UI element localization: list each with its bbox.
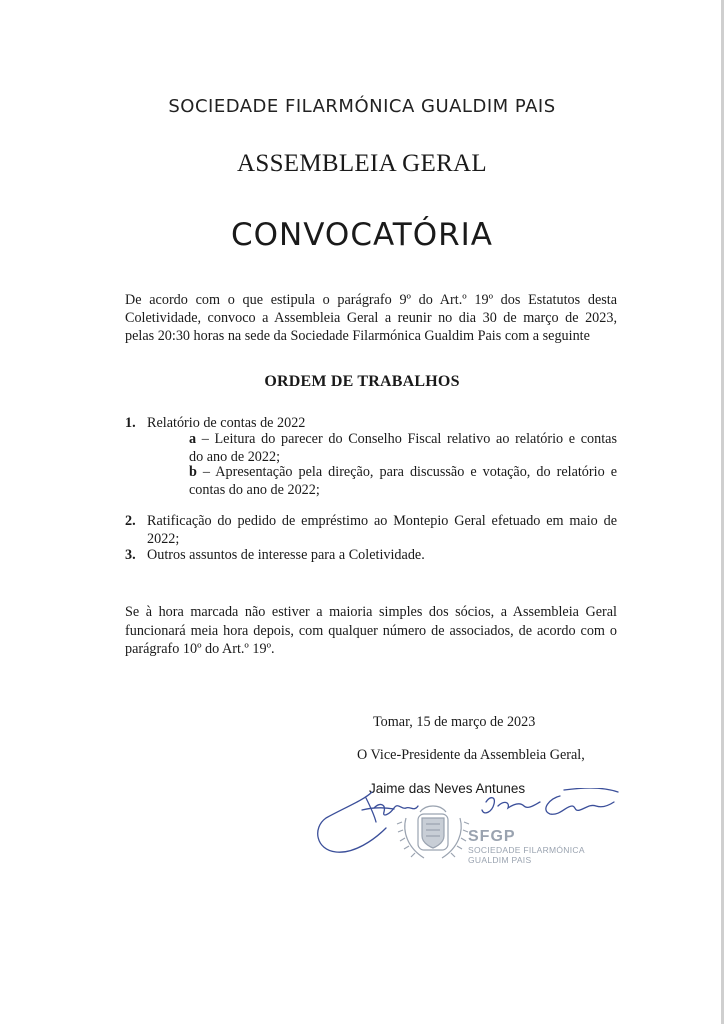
closing-line: funcionará meia hora depois, com qualquer número de associados, de acordo com o	[125, 622, 617, 639]
agenda-item-text	[147, 512, 617, 548]
agenda-heading: ORDEM DE TRABALHOS	[264, 373, 460, 390]
subitem-line	[189, 430, 617, 448]
seal-text	[468, 828, 585, 865]
closing-paragraph	[125, 603, 617, 659]
agenda-item-number: 3.	[125, 547, 136, 563]
subitem-line: contas do ano de 2022;	[189, 482, 320, 498]
agenda-item	[125, 546, 617, 564]
agenda-item-number: 2.	[125, 513, 136, 529]
assembly-heading: ASSEMBLEIA GERAL	[237, 150, 487, 177]
subitem-letter: a	[189, 431, 197, 447]
agenda-subitem	[189, 430, 617, 466]
intro-paragraph	[125, 291, 617, 345]
agenda-item-line: 2022;	[147, 531, 180, 547]
seal-emblem	[397, 806, 469, 858]
subitem-text: – Apresentação pela direção, para discussão e votação, do relatório e	[196, 464, 617, 480]
intro-line: pelas 20:30 horas na sede da Sociedade Filarmónica Gualdim Pais com a seguinte	[125, 328, 590, 344]
signer-role: O Vice-Presidente da Assembleia Geral,	[357, 747, 585, 763]
seal-name-line: SOCIEDADE FILARMÓNICA	[468, 845, 585, 855]
agenda-item	[125, 512, 617, 548]
seal-abbreviation: SFGP	[468, 828, 516, 845]
seal-name-line: GUALDIM PAIS	[468, 854, 532, 865]
agenda-item-text: Relatório de contas de 2022	[147, 415, 306, 431]
agenda-item-number: 1.	[125, 415, 136, 431]
subitem-letter: b	[189, 464, 197, 480]
place-date: Tomar, 15 de março de 2023	[373, 714, 536, 730]
subitem-line	[189, 463, 617, 481]
signer-name: Jaime das Neves Antunes	[369, 781, 526, 796]
closing-line: parágrafo 10º do Art.º 19º.	[125, 641, 275, 657]
intro-line: Coletividade, convoco a Assembleia Geral a reunir no dia 30 de março de 2023,	[125, 310, 617, 326]
subitem-line: do ano de 2022;	[189, 449, 281, 465]
organization-name: SOCIEDADE FILARMÓNICA GUALDIM PAIS	[168, 96, 556, 117]
document-title: CONVOCATÓRIA	[231, 217, 493, 253]
intro-line: De acordo com o que estipula o parágrafo 9º do Art.º 19º dos Estatutos desta	[125, 292, 617, 308]
agenda-item-text: Outros assuntos de interesse para a Coletividade.	[147, 547, 425, 563]
agenda-item-line: Ratificação do pedido de empréstimo ao Montepio Geral efetuado em maio de	[147, 513, 617, 529]
agenda-subitem	[189, 463, 617, 499]
closing-line: Se à hora marcada não estiver a maioria simples dos sócios, a Assembleia Geral	[125, 604, 617, 620]
subitem-text: – Leitura do parecer do Conselho Fiscal relativo ao relatório e contas	[196, 431, 617, 447]
